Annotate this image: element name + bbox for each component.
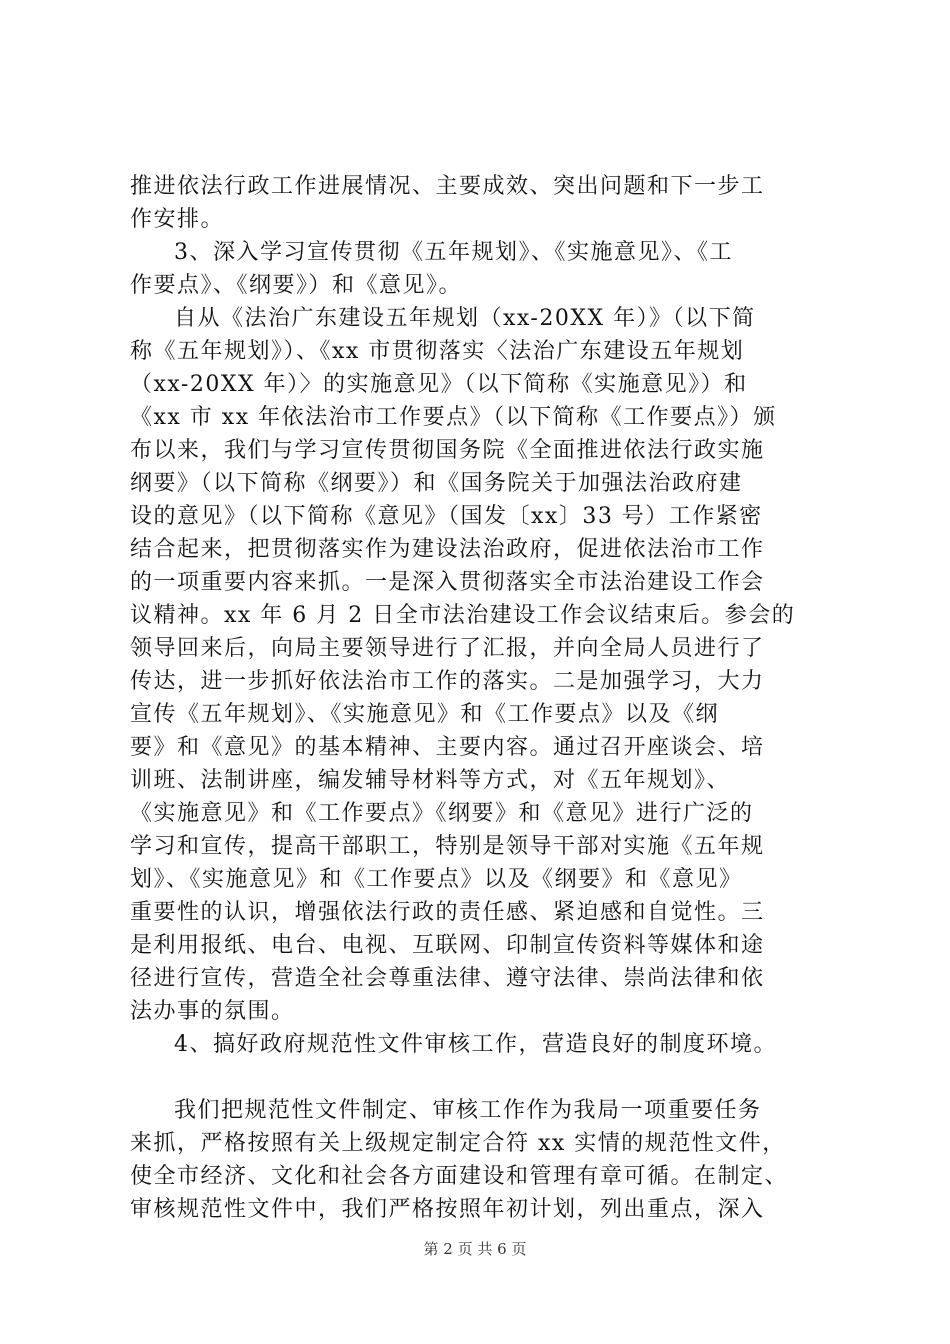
section-heading-3: 3、深入学习宣传贯彻《五年规划》、《实施意见》、《工 — [174, 240, 733, 265]
text-line: 议精神。xx 年 6 月 2 日全市法治建设工作会议结束后。参会的 — [130, 603, 796, 628]
text-line: 结合起来，把贯彻落实作为建设法治政府，促进依法治市工作 — [130, 537, 765, 562]
text-line: 学习和宣传，提高干部职工，特别是领导干部对实施《五年规 — [130, 834, 765, 859]
text-line: 法办事的氛围。 — [130, 999, 295, 1024]
text-line: 审核规范性文件中，我们严格按照年初计划，列出重点，深入 — [130, 1197, 765, 1222]
text-line: 《xx 市 xx 年依法治市工作要点》（以下简称《工作要点》）颁 — [130, 405, 777, 430]
text-line: 设的意见》（以下简称《意见》（国发〔xx〕33 号）工作紧密 — [130, 504, 763, 529]
text-line: 要》和《意见》的基本精神、主要内容。通过召开座谈会、培 — [130, 735, 765, 760]
text-line: 使全市经济、文化和社会各方面建设和管理有章可循。在制定、 — [130, 1164, 789, 1189]
paragraph-start: 我们把规范性文件制定、审核工作作为我局一项重要任务 — [174, 1098, 762, 1123]
text-line: 重要性的认识，增强依法行政的责任感、紧迫感和自觉性。三 — [130, 900, 765, 925]
text-line: 径进行宣传，营造全社会尊重法律、遵守法律、崇尚法律和依 — [130, 966, 765, 991]
text-line: 推进依法行政工作进展情况、主要成效、突出问题和下一步工 — [130, 174, 765, 199]
text-line: 领导回来后，向局主要领导进行了汇报，并向全局人员进行了 — [130, 636, 765, 661]
text-line: 《实施意见》和《工作要点》《纲要》和《意见》进行广泛的 — [130, 801, 754, 826]
page-number-footer: 第 2 页 共 6 页 — [423, 1240, 527, 1258]
text-line: 作要点》、《纲要》）和《意见》。 — [130, 273, 463, 298]
text-line: 传达，进一步抓好依法治市工作的落实。二是加强学习，大力 — [130, 669, 765, 694]
text-line: 划》、《实施意见》和《工作要点》以及《纲要》和《意见》 — [130, 867, 743, 892]
text-line: 训班、法制讲座，编发辅导材料等方式，对《五年规划》、 — [130, 768, 731, 793]
text-line: 的一项重要内容来抓。一是深入贯彻落实全市法治建设工作会 — [130, 570, 765, 595]
text-line: 宣传《五年规划》、《实施意见》和《工作要点》以及《纲 — [130, 702, 720, 727]
section-heading-4: 4、搞好政府规范性文件审核工作，营造良好的制度环境。 — [174, 1032, 777, 1057]
text-line: 来抓，严格按照有关上级规定制定合符 xx 实情的规范性文件， — [130, 1131, 786, 1156]
text-line: 称《五年规划》）、《xx 市贯彻落实〈法治广东建设五年规划 — [130, 339, 745, 364]
text-line: 布以来，我们与学习宣传贯彻国务院《全面推进依法行政实施 — [130, 438, 765, 463]
paragraph-start: 自从《法治广东建设五年规划（xx-20XX 年）》（以下简 — [174, 306, 756, 331]
text-line: 是利用报纸、电台、电视、互联网、印制宣传资料等媒体和途 — [130, 933, 765, 958]
text-line: （xx-20XX 年）〉的实施意见》（以下简称《实施意见》）和 — [130, 372, 748, 397]
text-line: 作安排。 — [130, 207, 225, 232]
text-line: 纲要》（以下简称《纲要》）和《国务院关于加强法治政府建 — [130, 471, 743, 496]
